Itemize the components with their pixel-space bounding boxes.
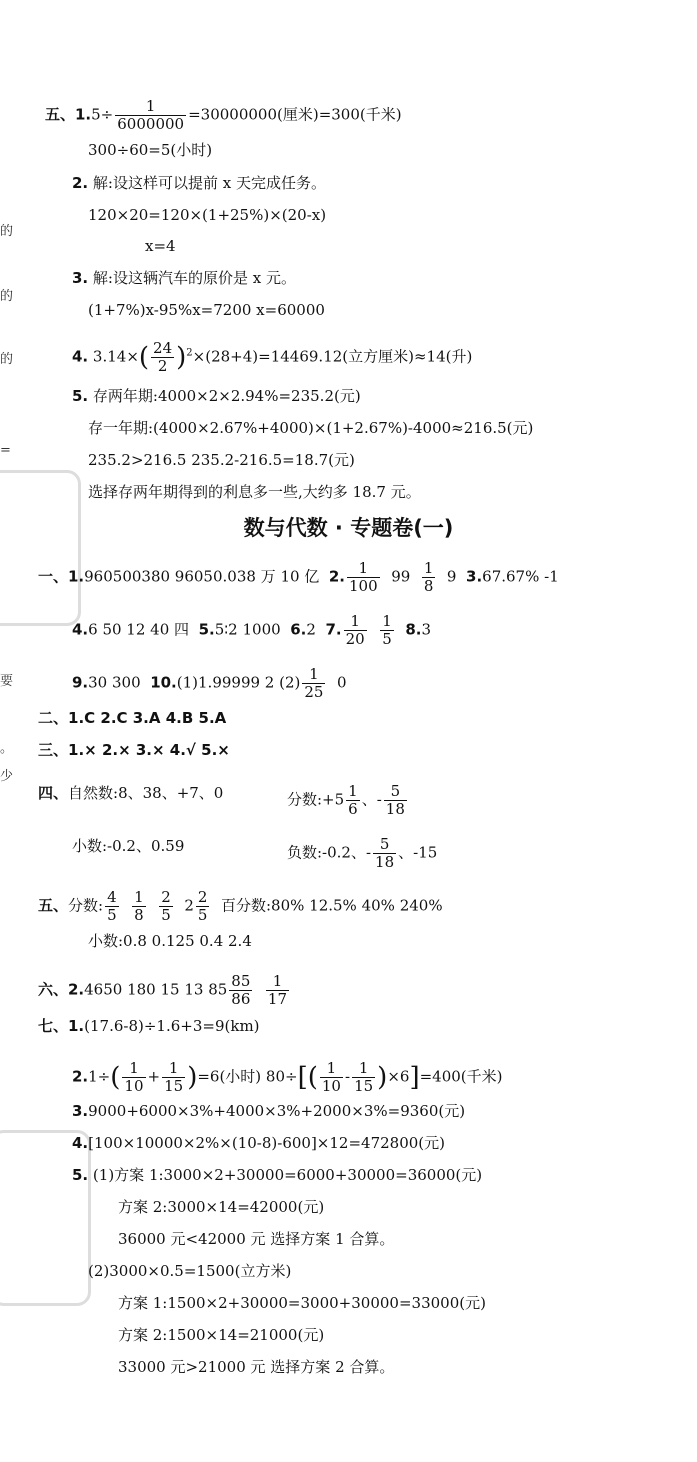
fraction: $\frac{4}{5}$ [107,888,117,924]
answer-line: 七、1.(17.6-8)÷1.6+3=9(km) [38,1017,260,1035]
answer-line: 5. (1)方案 1:3000×2+30000=6000+30000=36000(元) [72,1166,483,1184]
fraction: $\frac{1}{6}$ [348,782,358,818]
answer-line: 一、1.960500380 96050.038 万 10 亿 2. $\frac{1}{100}$ 99 $\frac{1}{8}$ 9 3.67.67% -1 [38,559,559,595]
answer-line: 三、1.× 2.× 3.× 4.√ 5.× [38,741,230,759]
answer-line: 4.[100×10000×2%×(10-8)-600]×12=472800(元) [72,1134,445,1152]
answer-line: 存一年期:(4000×2.67%+4000)×(1+2.67%)-4000≈216.5(元) [88,419,534,437]
fraction: $\frac{1}{20}$ [345,612,365,648]
answer-line: 方案 2:3000×14=42000(元) [118,1198,325,1216]
answer-line: 方案 2:1500×14=21000(元) [118,1326,325,1344]
fraction: $\frac{1}{10}$ [321,1059,341,1095]
answer-line: 四、自然数:8、38、+7、0 [38,784,224,802]
edge-char: 的 [0,289,14,304]
fraction: $\frac{2}{5}$ [161,888,171,924]
answer-line: 9.30 300 10.(1)1.99999 2 (2) $\frac{1}{25}$ 0 [72,665,347,701]
edge-char: 的 [0,352,14,367]
answer-line: 选择存两年期得到的利息多一些,大约多 18.7 元。 [88,483,421,501]
edge-char: = [0,443,11,458]
fraction: $\frac{85}{86}$ [231,972,251,1008]
answer-line: 3.9000+6000×3%+4000×3%+2000×3%=9360(元) [72,1102,466,1120]
answer-line: 二、1.C 2.C 3.A 4.B 5.A [38,709,227,727]
fraction: $\frac{1}{17}$ [267,972,288,1008]
answer-line: x=4 [145,237,176,255]
watermark-shape-bottom [0,1130,91,1306]
fraction: $\frac{5}{18}$ [375,835,395,871]
fraction: $\frac{1}{15}$ [164,1059,184,1095]
fraction: $\frac{24}{2}$ [153,339,173,375]
answer-line: 4.6 50 12 40 四 5.5∶2 1000 6.2 7. $\frac{1}{20}$ $\frac{1}{5}$ 8.3 [72,612,431,648]
fraction: $\frac{1}{8}$ [134,888,144,924]
fraction: $\frac{1}{10}$ [124,1059,144,1095]
edge-char: 要 [0,674,14,689]
answer-line: (1+7%)x-95%x=7200 x=60000 [88,301,325,319]
answer-line: 120×20=120×(1+25%)×(20-x) [88,206,327,224]
answer-line: 235.2>216.5 235.2-216.5=18.7(元) [88,451,355,469]
fraction: $\frac{5}{18}$ [385,782,405,818]
answer-line: 2.1÷( $\frac{1}{10}$ + $\frac{1}{15}$ )=6(小时) 80÷[( $\frac{1}{10}$ - $\frac{1}{15}$ )×6]=400(千米) [72,1059,503,1095]
section-title: 数与代数 · 专题卷(一) [243,516,454,540]
answer-line: 五、1.5÷ $\frac{1}{6000000}$ =30000000(厘米)=300(千米) [45,97,402,133]
answer-line: 六、2.4650 180 15 13 85 $\frac{85}{86}$ $\frac{1}{17}$ [38,972,288,1008]
answer-line: 4. 3.14×( $\frac{24}{2}$ )$^2$×(28+4)=14469.12(立方厘米)≈14(升) [72,339,473,375]
answer-line: 33000 元>21000 元 选择方案 2 合算。 [118,1358,395,1376]
answer-line: 方案 1:1500×2+30000=3000+30000=33000(元) [118,1294,486,1312]
fraction: $\frac{1}{15}$ [354,1059,374,1095]
fraction: $\frac{1}{25}$ [304,665,324,701]
fraction: $\frac{1}{6000000}$ [117,97,185,133]
fraction: $\frac{2}{5}$ [197,888,208,924]
answer-line: (2)3000×0.5=1500(立方米) [88,1262,292,1280]
answer-line: 300÷60=5(小时) [88,141,213,159]
answer-line: 小数:-0.2、0.59 [72,837,185,855]
watermark-shape-top [0,470,81,626]
answer-line: 分数:+5 $\frac{1}{6}$ 、- $\frac{5}{18}$ [287,782,405,818]
fraction: $\frac{1}{100}$ [349,559,378,595]
answer-line: 3. 解:设这辆汽车的原价是 x 元。 [72,269,296,287]
answer-line: 36000 元<42000 元 选择方案 1 合算。 [118,1230,395,1248]
edge-char: 少 [0,769,14,784]
fraction: $\frac{1}{8}$ [423,559,434,595]
answer-line: 5. 存两年期:4000×2×2.94%=235.2(元) [72,387,361,405]
edge-char: 的 [0,224,14,239]
answer-line: 五、分数: $\frac{4}{5}$ $\frac{1}{8}$ $\frac{2}{5}$ 2 $\frac{2}{5}$ 百分数:80% 12.5% 40% 240% [38,888,443,924]
answer-line: 2. 解:设这样可以提前 x 天完成任务。 [72,174,326,192]
answer-line: 小数:0.8 0.125 0.4 2.4 [88,932,252,950]
edge-char: 。 [0,741,14,756]
answer-line: 负数:-0.2、- $\frac{5}{18}$ 、-15 [287,835,438,871]
fraction: $\frac{1}{5}$ [382,612,392,648]
